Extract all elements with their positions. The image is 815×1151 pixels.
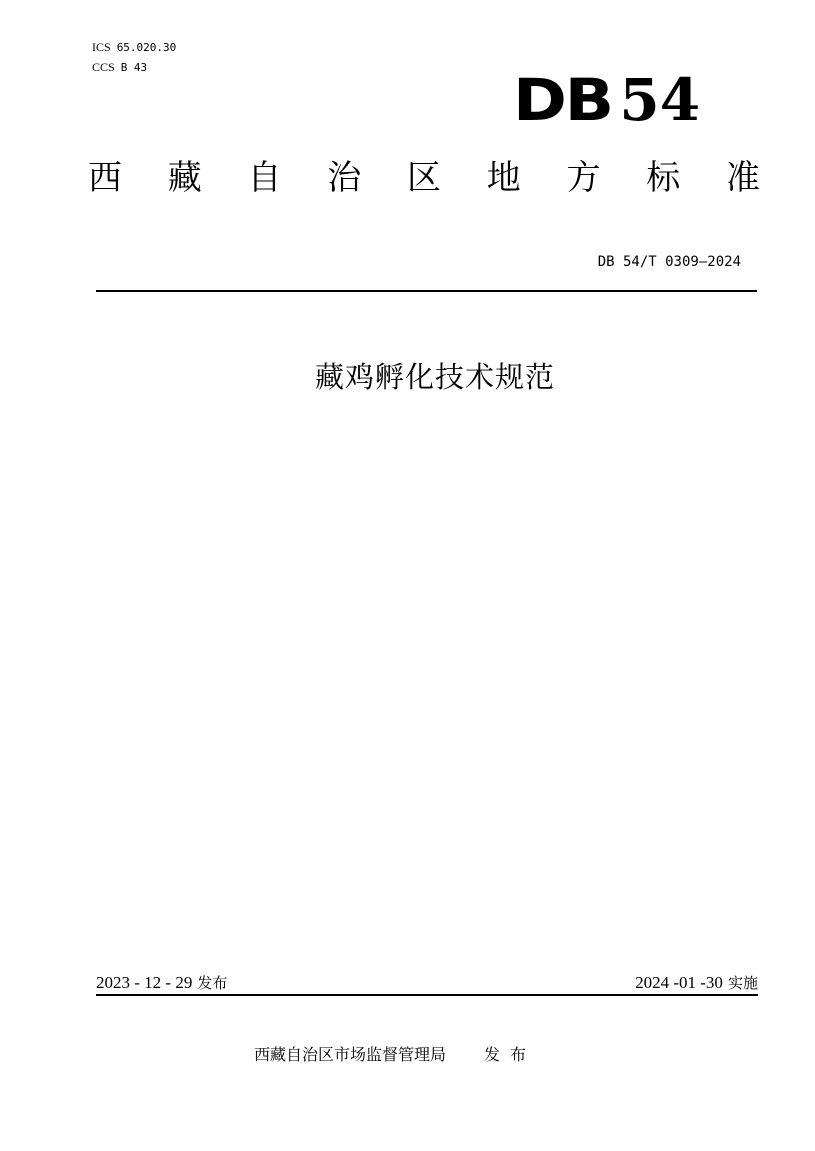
top-divider <box>96 290 757 292</box>
db-mark <box>513 66 701 134</box>
ics-label: ICS <box>92 40 111 54</box>
standard-number: DB 54/T 0309—2024 <box>597 254 741 270</box>
ics-line <box>92 40 176 55</box>
ics-code: 65.020.30 <box>116 41 177 54</box>
issue-word: 发布 <box>197 974 228 992</box>
db-mark-region-code: 54 <box>619 66 701 134</box>
issuer-name: 西藏自治区市场监督管理局 <box>254 1045 447 1064</box>
standard-class-char: 藏 <box>167 158 202 198</box>
bottom-divider <box>96 994 758 996</box>
ccs-label: CCS <box>92 60 115 74</box>
issue-date-line <box>96 972 227 994</box>
issuer-line <box>254 1044 536 1066</box>
db-mark-letters: DB <box>513 66 612 134</box>
standard-class-char: 西 <box>88 158 122 198</box>
standard-class-char: 地 <box>486 158 521 198</box>
ccs-line <box>92 60 147 75</box>
standard-class-char: 区 <box>407 158 441 198</box>
standard-class-char: 治 <box>327 158 362 198</box>
standard-class-char: 准 <box>726 158 760 198</box>
standard-class-heading <box>88 156 760 200</box>
implement-word: 实施 <box>727 974 758 992</box>
standard-class-char: 方 <box>566 158 601 198</box>
issue-date: 2023 - 12 - 29 <box>96 973 193 992</box>
standard-class-char: 标 <box>646 158 681 198</box>
ccs-code: B 43 <box>120 61 148 74</box>
issuer-action: 发布 <box>484 1045 537 1064</box>
implement-date-line <box>635 972 758 994</box>
implement-date: 2024 -01 -30 <box>635 973 723 992</box>
standard-class-char: 自 <box>247 158 282 198</box>
document-title: 藏鸡孵化技术规范 <box>314 360 555 394</box>
